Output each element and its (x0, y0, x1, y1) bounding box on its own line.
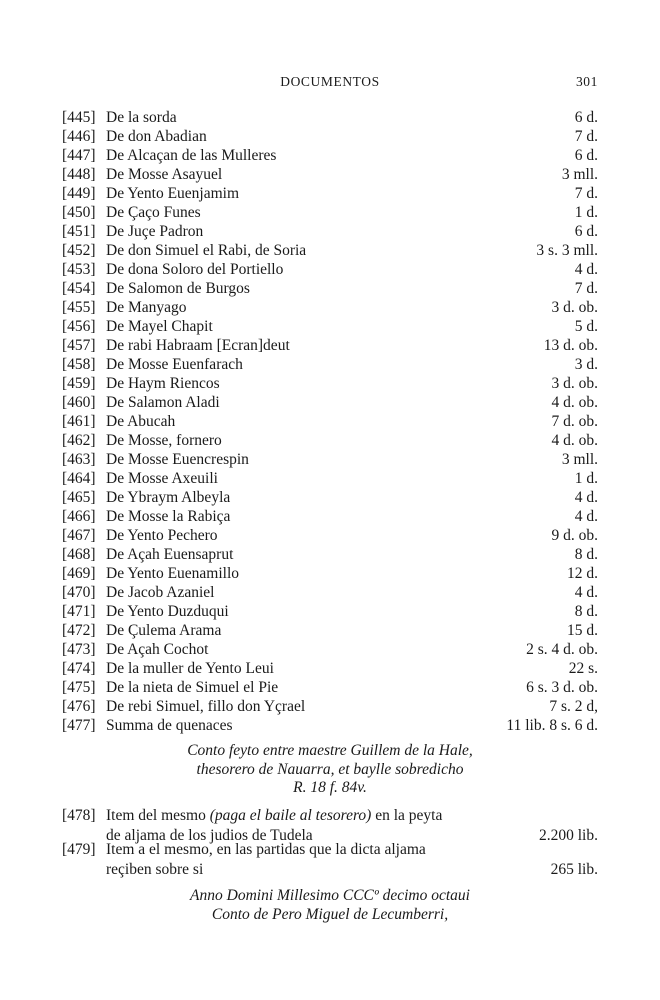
entry-row (62, 146, 598, 165)
entry-number: [448] (62, 166, 96, 183)
entry-number: [457] (62, 337, 96, 354)
entry-number: [454] (62, 280, 96, 297)
entry-row (62, 564, 598, 583)
entry-text: De la muller de Yento Leui (106, 660, 274, 677)
entry-number: [462] (62, 432, 96, 449)
entry-amount: 3 d. ob. (551, 299, 598, 316)
item-text: Item del mesmo (106, 807, 210, 824)
item-text-italic: (paga el baile al tesorero) (209, 807, 372, 824)
entry-text: De Juçe Padron (106, 223, 204, 240)
entry-text: De Açah Cochot (106, 641, 209, 658)
entry-amount: 6 d. (574, 223, 598, 240)
entry-amount: 3 s. 3 mll. (536, 242, 598, 259)
entry-row (62, 526, 598, 545)
entry-number: [474] (62, 660, 96, 677)
entry-number: [445] (62, 109, 96, 126)
entry-text: De Mosse Axeuili (106, 470, 218, 487)
entry-amount: 4 d. (574, 261, 598, 278)
entry-row (62, 241, 598, 260)
entry-amount: 7 d. (574, 185, 598, 202)
entry-text: De Alcaçan de las Mulleres (106, 147, 277, 164)
entry-text: Summa de quenaces (106, 717, 233, 734)
entry-amount: 1 d. (574, 470, 598, 487)
entry-number: [449] (62, 185, 96, 202)
entry-amount: 22 s. (568, 660, 598, 677)
section-heading-conto (62, 742, 598, 798)
heading-line: Conto feyto entre maestre Guillem de la Hale, (187, 742, 473, 759)
entry-number: [465] (62, 489, 96, 506)
entry-number: [455] (62, 299, 96, 316)
entry-number: [472] (62, 622, 96, 639)
entry-number: [466] (62, 508, 96, 525)
entry-amount: 6 s. 3 d. ob. (526, 679, 598, 696)
entry-amount: 4 d. ob. (551, 432, 598, 449)
item-number: [478] (62, 807, 96, 824)
entry-row (62, 716, 598, 735)
entry-row (62, 260, 598, 279)
item-text-line: de aljama de los judios de Tudela (106, 827, 313, 844)
heading-line: R. 18 f. 84v. (293, 779, 367, 796)
item-text-line: Item a el mesmo, en las partidas que la dicta aljama (106, 841, 426, 858)
entry-number: [461] (62, 413, 96, 430)
item-text-line: reçiben sobre si (106, 861, 204, 878)
entry-amount: 4 d. ob. (551, 394, 598, 411)
entry-row (62, 678, 598, 697)
entry-text: De rebi Simuel, fillo don Yçrael (106, 698, 306, 715)
entry-number: [460] (62, 394, 96, 411)
entry-amount: 3 d. (574, 356, 598, 373)
entry-row (62, 203, 598, 222)
entry-row (62, 336, 598, 355)
entry-amount: 2 s. 4 d. ob. (526, 641, 598, 658)
entry-amount: 11 lib. 8 s. 6 d. (506, 717, 598, 734)
entry-text: De Yento Euenjamim (106, 185, 240, 202)
entry-text: De Yento Duzduqui (106, 603, 229, 620)
entry-amount: 9 d. ob. (551, 527, 598, 544)
entry-text: De Mosse Asayuel (106, 166, 223, 183)
entry-text: De Haym Riencos (106, 375, 220, 392)
entry-number: [463] (62, 451, 96, 468)
entry-amount: 8 d. (574, 603, 598, 620)
entry-number: [473] (62, 641, 96, 658)
entry-amount: 12 d. (567, 565, 598, 582)
entry-row (62, 127, 598, 146)
section-heading-anno (62, 887, 598, 924)
entry-amount: 7 d. ob. (551, 413, 598, 430)
entry-amount: 15 d. (567, 622, 598, 639)
entry-amount: 13 d. ob. (543, 337, 598, 354)
entry-row (62, 640, 598, 659)
entry-row (62, 184, 598, 203)
item-amount: 265 lib. (550, 861, 598, 878)
entry-text: De la nieta de Simuel el Pie (106, 679, 279, 696)
entry-amount: 3 mll. (561, 451, 598, 468)
entry-text: De Salamon Aladi (106, 394, 220, 411)
entry-text: De Mosse la Rabiça (106, 508, 231, 525)
entry-amount: 3 mll. (561, 166, 598, 183)
entry-number: [447] (62, 147, 96, 164)
entry-row (62, 317, 598, 336)
entry-row (62, 659, 598, 678)
entry-number: [459] (62, 375, 96, 392)
entry-number: [471] (62, 603, 96, 620)
entry-number: [458] (62, 356, 96, 373)
item-amount: 2.200 lib. (539, 827, 598, 844)
entry-row (62, 450, 598, 469)
entry-list (62, 108, 598, 735)
page-number: 301 (575, 74, 598, 89)
entry-number: [446] (62, 128, 96, 145)
entry-amount: 4 d. (574, 489, 598, 506)
entry-amount: 4 d. (574, 584, 598, 601)
entry-amount: 3 d. ob. (551, 375, 598, 392)
entry-row (62, 431, 598, 450)
entry-amount: 8 d. (574, 546, 598, 563)
heading-line: Conto de Pero Miguel de Lecumberri, (211, 905, 449, 923)
entry-row (62, 545, 598, 564)
entry-number: [467] (62, 527, 96, 544)
entry-row (62, 469, 598, 488)
entry-number: [450] (62, 204, 96, 221)
entry-row (62, 602, 598, 621)
entry-text: De Mosse Euencrespin (106, 451, 249, 468)
entry-text: De Ybraym Albeyla (106, 489, 231, 506)
entry-text: De Manyago (106, 299, 187, 316)
heading-line: thesorero de Nauarra, et baylle sobredicho (196, 760, 464, 778)
entry-number: [464] (62, 470, 96, 487)
entry-row (62, 165, 598, 184)
entry-text: De Salomon de Burgos (106, 280, 250, 297)
entry-amount: 7 s. 2 d, (549, 698, 598, 715)
entry-amount: 7 d. (574, 280, 598, 297)
entry-text: De rabi Habraam [Ecran]deut (106, 337, 290, 354)
entry-amount: 4 d. (574, 508, 598, 525)
entry-text: De dona Soloro del Portiello (106, 261, 284, 278)
entry-amount: 5 d. (574, 318, 598, 335)
entry-row (62, 222, 598, 241)
entry-row (62, 108, 598, 127)
entry-number: [451] (62, 223, 96, 240)
entry-number: [468] (62, 546, 96, 563)
entry-number: [469] (62, 565, 96, 582)
entry-text: De la sorda (106, 109, 177, 126)
entry-row (62, 412, 598, 431)
entry-amount: 6 d. (574, 147, 598, 164)
entry-text: De Jacob Azaniel (106, 584, 215, 601)
entry-text: De Yento Pechero (106, 527, 218, 544)
entry-text: De Çaço Funes (106, 204, 201, 221)
heading-line: Anno Domini Millesimo CCCº decimo octaui (190, 887, 470, 904)
item-text: en la peyta (371, 807, 443, 824)
entry-number: [470] (62, 584, 96, 601)
entry-row (62, 298, 598, 317)
item-text-line (106, 806, 442, 826)
entry-number: [476] (62, 698, 96, 715)
entry-amount: 6 d. (574, 109, 598, 126)
entry-text: De don Simuel el Rabi, de Soria (106, 242, 307, 259)
entry-number: [475] (62, 679, 96, 696)
entry-row (62, 507, 598, 526)
item-number: [479] (62, 841, 96, 858)
entry-number: [452] (62, 242, 96, 259)
entry-text: De Abucah (106, 413, 176, 430)
entry-text: De don Abadian (106, 128, 207, 145)
entry-row (62, 279, 598, 298)
entry-row (62, 697, 598, 716)
entry-amount: 1 d. (574, 204, 598, 221)
entry-number: [453] (62, 261, 96, 278)
entry-row (62, 488, 598, 507)
entry-row (62, 393, 598, 412)
entry-amount: 7 d. (574, 128, 598, 145)
entry-text: De Açah Euensaprut (106, 546, 234, 563)
entry-text: De Çulema Arama (106, 622, 222, 639)
running-head (62, 74, 598, 94)
item-479 (62, 840, 598, 880)
entry-row (62, 583, 598, 602)
entry-text: De Yento Euenamillo (106, 565, 240, 582)
entry-row (62, 355, 598, 374)
entry-text: De Mosse Euenfarach (106, 356, 243, 373)
entry-number: [477] (62, 717, 96, 734)
running-head-title: DOCUMENTOS (280, 74, 380, 89)
entry-row (62, 374, 598, 393)
entry-text: De Mayel Chapit (106, 318, 213, 335)
entry-text: De Mosse, fornero (106, 432, 222, 449)
entry-row (62, 621, 598, 640)
entry-number: [456] (62, 318, 96, 335)
